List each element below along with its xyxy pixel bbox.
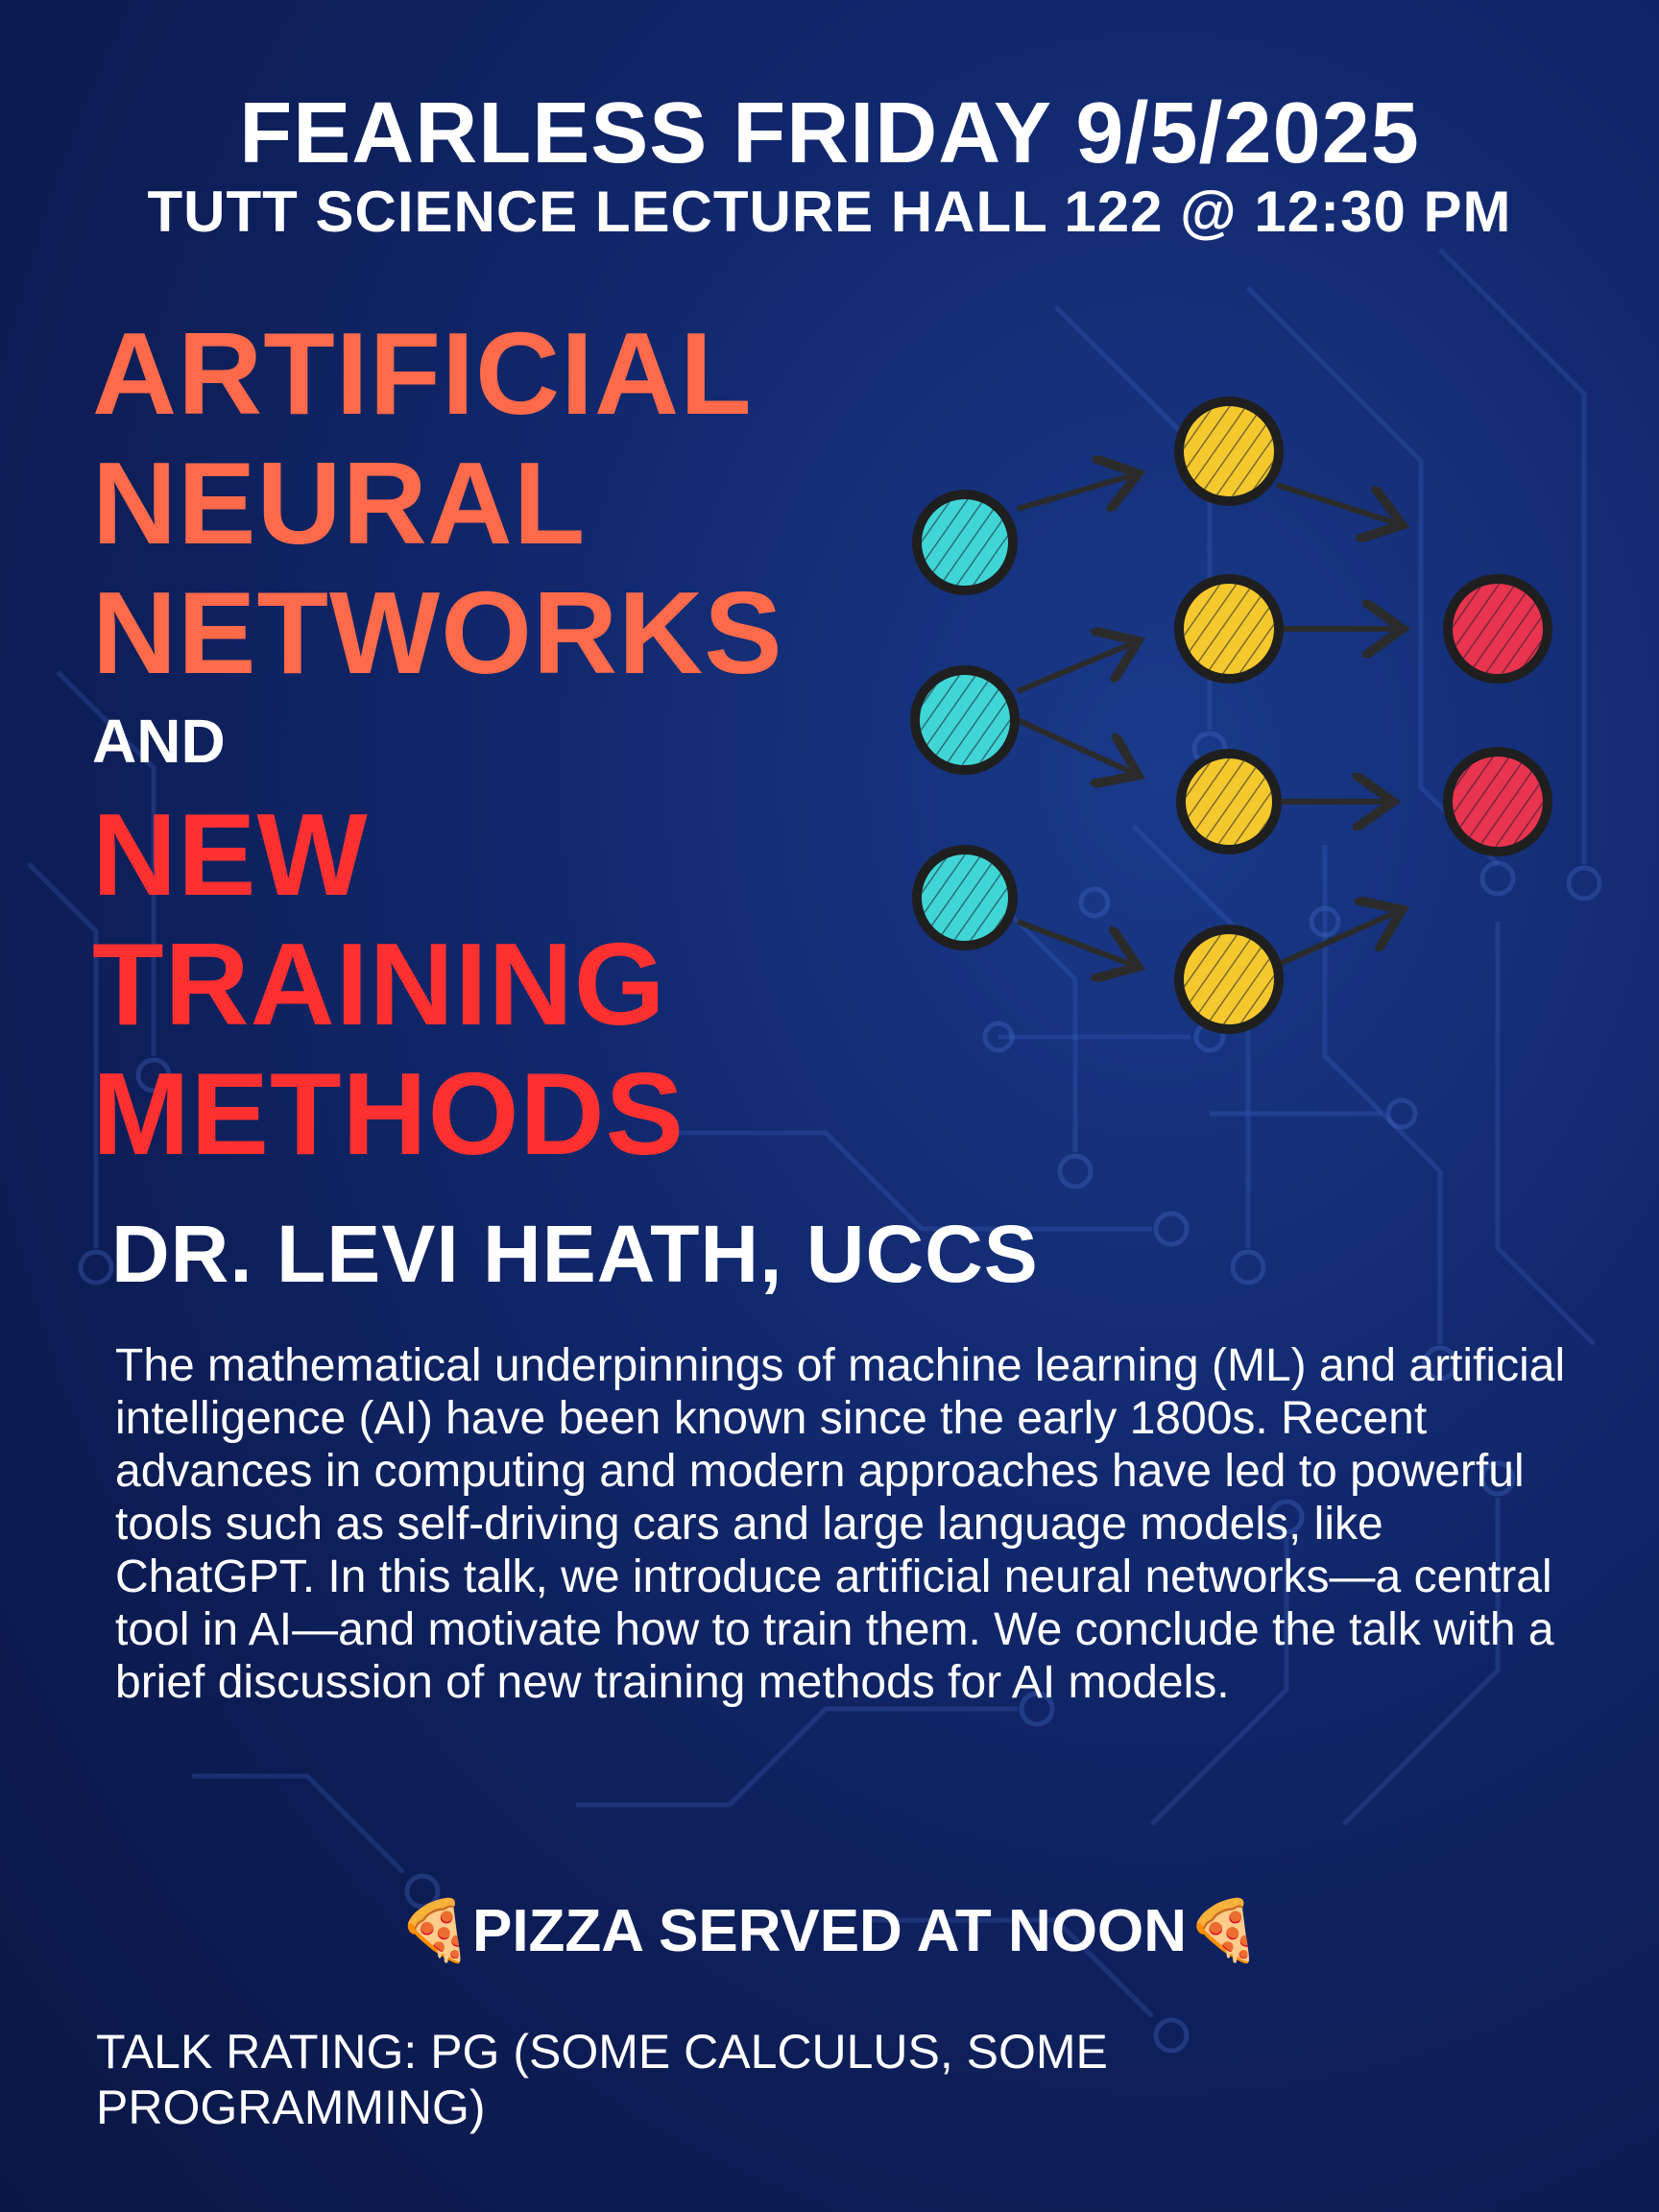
title-line-methods: METHODS: [92, 1048, 685, 1179]
title-line-training: TRAINING: [92, 919, 666, 1049]
pizza-announcement: [0, 1896, 1659, 1966]
pizza-icon: 🍕: [1187, 1898, 1262, 1964]
edge-arrow: [1277, 485, 1397, 523]
edge-arrow: [1018, 475, 1133, 509]
edge-arrow: [1018, 643, 1133, 691]
edge-arrow: [1018, 720, 1133, 773]
speaker-name: DR. LEVI HEATH, UCCS: [111, 1209, 1039, 1299]
pizza-text: PIZZA SERVED AT NOON: [471, 1898, 1188, 1964]
talk-rating: TALK RATING: PG (SOME CALCULUS, SOME PROGRAMMING): [96, 2025, 1108, 2134]
title-line-new: NEW: [92, 789, 369, 920]
title-connector-and: AND: [92, 707, 226, 776]
edge-arrow: [1277, 912, 1397, 965]
event-date-heading: FEARLESS FRIDAY 9/5/2025: [239, 85, 1420, 181]
event-location-heading: TUTT SCIENCE LECTURE HALL 122 @ 12:30 PM: [147, 180, 1512, 244]
talk-title: [92, 309, 783, 1179]
talk-abstract: The mathematical underpinnings of machine learning (ML) and artificial intelligence (AI) have been known since the early 1800s. Recent advances in computing and modern approaches have led to powerful tools such as self-driving cars and large language models, like ChatGPT. In this talk, we introduce artificial neural networks—a central tool in AI—and motivate how to train them. We conclude the talk with a brief discussion of new training methods for AI models.: [115, 1340, 1566, 1708]
title-line-neural: NEURAL: [92, 438, 587, 568]
neural-network-illustration: [864, 365, 1594, 1056]
title-line-artificial: ARTIFICIAL: [92, 308, 753, 439]
title-line-networks: NETWORKS: [92, 567, 783, 698]
pizza-icon: 🍕: [397, 1898, 472, 1964]
edge-arrow: [1018, 922, 1133, 965]
